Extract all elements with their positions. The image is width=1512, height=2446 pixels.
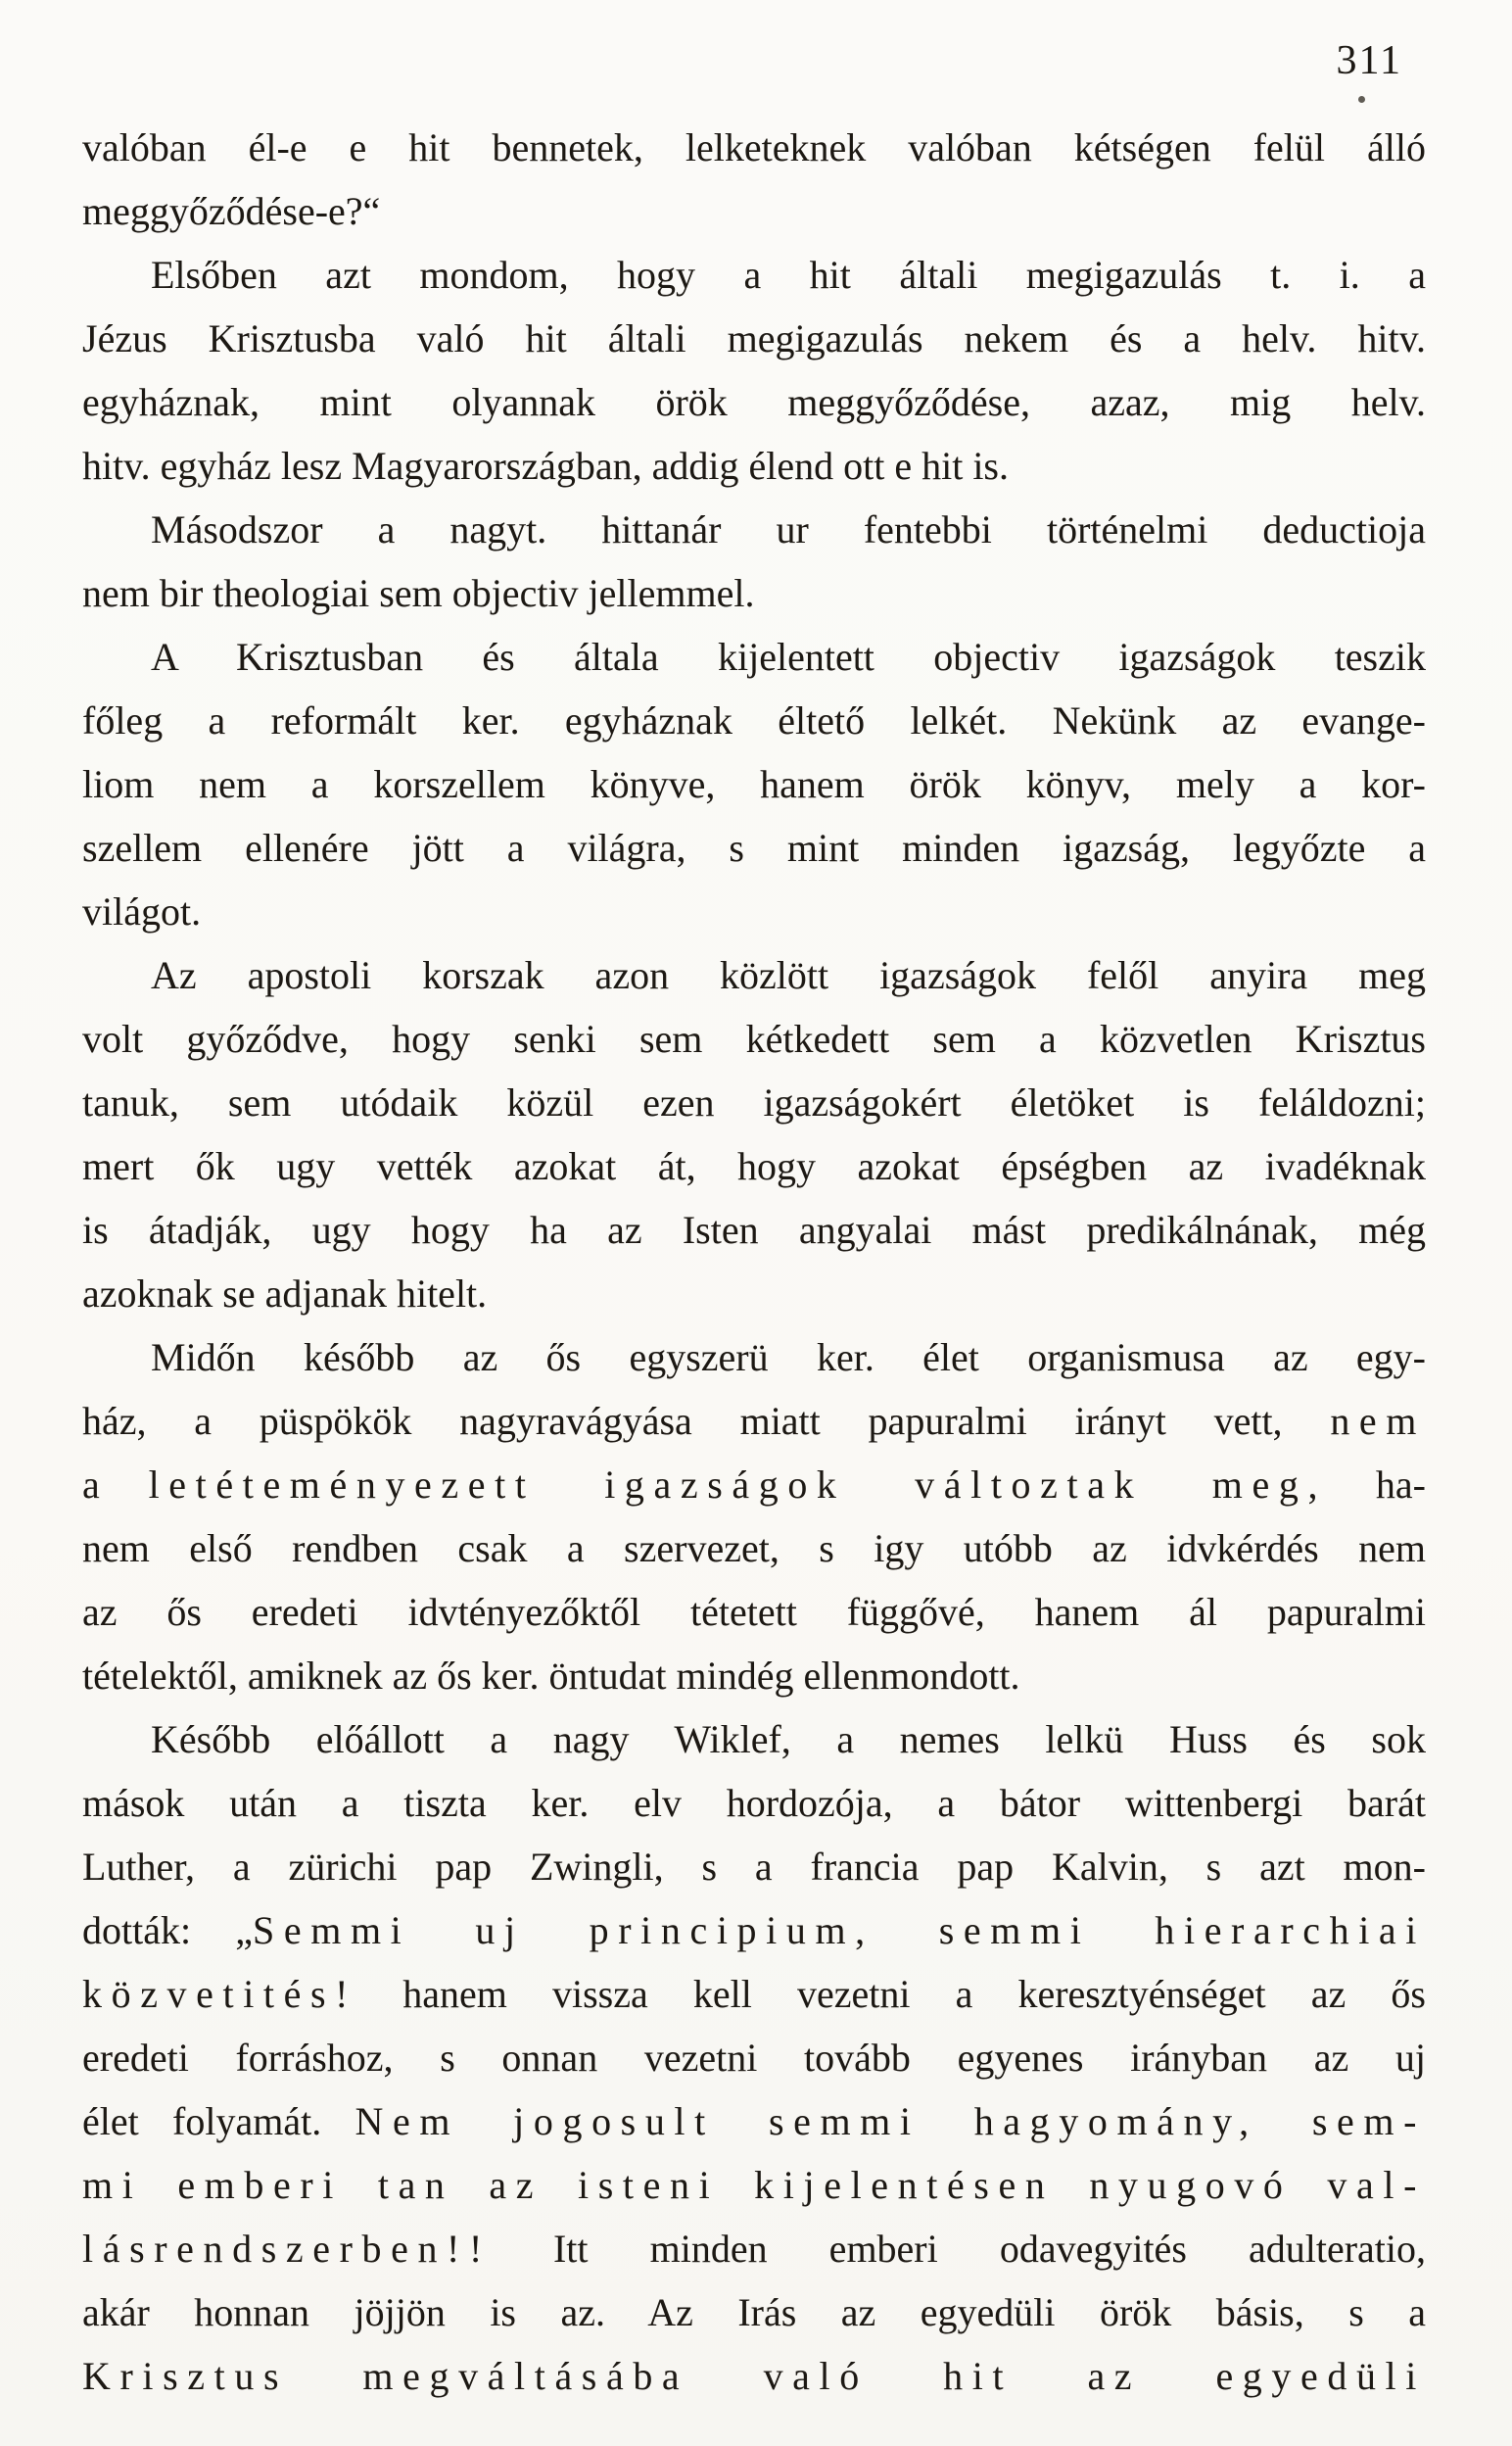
body-text: élet folyamát. — [82, 2099, 355, 2143]
body-text: nem első rendben csak a szervezet, s igy utóbb az idvkérdés nem — [82, 1526, 1426, 1570]
text-line — [82, 943, 1426, 1007]
emphasized-spaced-text: nem — [1330, 1399, 1426, 1443]
page-text — [82, 116, 1426, 2408]
body-text: tételektől, amiknek az ős ker. öntudat mindég ellenmondott. — [82, 1654, 1020, 1698]
body-text: liom nem a korszellem könyve, hanem örök könyv, mely a kor- — [82, 762, 1426, 806]
emphasized-spaced-text: mi emberi tan az isteni kijelentésen nyugovó val- — [82, 2163, 1426, 2207]
text-line — [82, 1071, 1426, 1134]
text-line — [82, 243, 1426, 307]
body-text: mások után a tiszta ker. elv hordozója, a bátor wittenbergi barát — [82, 1781, 1426, 1825]
page-number: 311 — [1336, 38, 1402, 83]
body-text: ház, a püspökök nagyravágyása miatt papuralmi irányt vett, — [82, 1399, 1331, 1443]
text-line — [82, 880, 1426, 943]
body-text: volt győződve, hogy senki sem kétkedett sem a közvetlen Krisztus — [82, 1017, 1426, 1061]
text-line — [82, 2344, 1426, 2408]
text-line — [82, 2217, 1426, 2280]
text-line — [82, 816, 1426, 880]
text-line — [82, 2280, 1426, 2344]
body-text: valóban él-e e hit bennetek, lelketeknek valóban kétségen felül álló — [82, 125, 1426, 169]
text-line — [82, 2089, 1426, 2153]
body-text: hanem vissza kell vezetni a keresztyénséget az ős — [357, 1972, 1426, 2016]
body-text: tanuk, sem utódaik közül ezen igazságokért életöket is feláldozni; — [82, 1080, 1426, 1125]
body-text: A Krisztusban és általa kijelentett objectiv igazságok teszik — [151, 635, 1426, 679]
text-line — [82, 1453, 1426, 1516]
emphasized-spaced-text: Krisztus megváltásába való hit az egyedüli — [82, 2354, 1426, 2398]
text-line — [82, 307, 1426, 370]
body-text: ha- — [1327, 1463, 1426, 1507]
text-line — [82, 1262, 1426, 1325]
body-text: Midőn később az ős egyszerü ker. élet organismusa az egy- — [151, 1335, 1426, 1379]
body-text: Jézus Krisztusba való hit általi megigazulás nekem és a helv. hitv. — [82, 316, 1426, 360]
emphasized-spaced-text: lásrendszerben!! — [82, 2227, 492, 2271]
body-text: Az apostoli korszak azon közlött igazságok felől anyira meg — [151, 953, 1426, 997]
text-line — [82, 1898, 1426, 1962]
text-line — [82, 1325, 1426, 1389]
body-text: világot. — [82, 889, 202, 934]
text-line — [82, 370, 1426, 434]
text-line — [82, 1007, 1426, 1071]
body-text: dották: „ — [82, 1908, 254, 1952]
text-line — [82, 2026, 1426, 2089]
text-line — [82, 561, 1426, 625]
body-text: is átadják, ugy hogy ha az Isten angyalai mást predikálnának, még — [82, 1208, 1426, 1252]
text-line — [82, 1962, 1426, 2026]
text-line — [82, 1198, 1426, 1262]
body-text: Luther, a zürichi pap Zwingli, s a francia pap Kalvin, s azt mon- — [82, 1845, 1426, 1889]
emphasized-spaced-text: letéteményezett igazságok változtak meg, — [148, 1463, 1328, 1507]
text-line — [82, 434, 1426, 498]
text-line — [82, 1389, 1426, 1453]
text-line — [82, 498, 1426, 561]
text-line — [82, 689, 1426, 752]
body-text: Itt minden emberi odavegyités adulteratio, — [491, 2227, 1426, 2271]
body-text: Másodszor a nagyt. hittanár ur fentebbi történelmi deductioja — [151, 507, 1426, 552]
text-line — [82, 752, 1426, 816]
body-text: mert ők ugy vették azokat át, hogy azokat épségben az ivadéknak — [82, 1144, 1426, 1188]
body-text: egyháznak, mint olyannak örök meggyőződése, azaz, mig helv. — [82, 380, 1426, 424]
body-text: azoknak se adjanak hitelt. — [82, 1271, 488, 1316]
emphasized-spaced-text: Semmi uj principium, semmi hierarchiai — [253, 1908, 1426, 1952]
text-line — [82, 116, 1426, 179]
text-line — [82, 625, 1426, 689]
emphasized-spaced-text: Nem jogosult semmi hagyomány, sem- — [354, 2099, 1426, 2143]
text-line — [82, 2153, 1426, 2217]
body-text: eredeti forráshoz, s onnan vezetni tovább egyenes irányban az uj — [82, 2036, 1426, 2080]
text-line — [82, 1835, 1426, 1898]
body-text: meggyőződése-e?“ — [82, 189, 381, 233]
text-line — [82, 1134, 1426, 1198]
scan-speck — [1358, 96, 1365, 103]
text-line — [82, 1580, 1426, 1644]
text-line — [82, 1771, 1426, 1835]
text-line — [82, 1516, 1426, 1580]
text-line — [82, 1644, 1426, 1707]
body-text: hitv. egyház lesz Magyarországban, addig élend ott e hit is. — [82, 444, 1009, 488]
body-text: Elsőben azt mondom, hogy a hit általi megigazulás t. i. a — [151, 253, 1426, 297]
body-text: a — [82, 1463, 149, 1507]
body-text: Később előállott a nagy Wiklef, a nemes lelkü Huss és sok — [151, 1717, 1426, 1761]
body-text: szellem ellenére jött a világra, s mint minden igazság, legyőzte a — [82, 826, 1426, 870]
body-text: akár honnan jöjjön is az. Az Irás az egyedüli örök básis, s a — [82, 2290, 1426, 2334]
body-text: az ős eredeti idvtényezőktől tétetett függővé, hanem ál papuralmi — [82, 1590, 1426, 1634]
text-line — [82, 179, 1426, 243]
body-text: nem bir theologiai sem objectiv jellemmel. — [82, 571, 755, 615]
text-line — [82, 1707, 1426, 1771]
emphasized-spaced-text: közvetités! — [82, 1972, 358, 2016]
body-text: főleg a reformált ker. egyháznak éltető lelkét. Nekünk az evange- — [82, 698, 1426, 743]
